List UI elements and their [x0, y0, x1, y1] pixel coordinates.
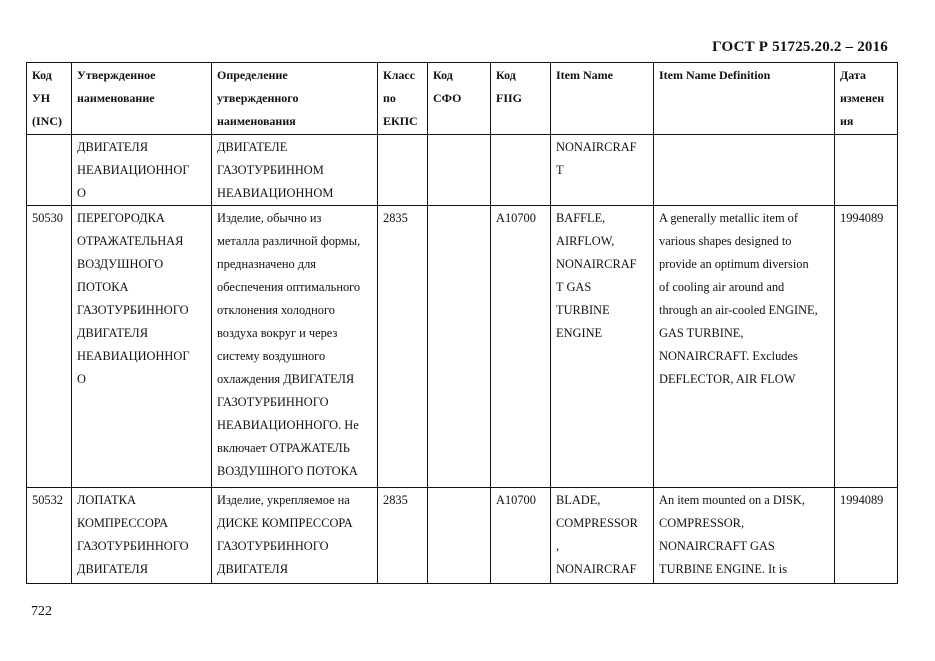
- col-header-definition: Определение утвержденного наименования: [212, 63, 378, 135]
- cell-inc: 50532: [27, 488, 72, 584]
- cell-item-name-definition: An item mounted on a DISK, COMPRESSOR, NONAIRCRAFT GAS TURBINE ENGINE. It is: [654, 488, 835, 584]
- cell-fiig-code: [491, 135, 551, 206]
- cell-ekps-class: [378, 135, 428, 206]
- cell-item-name: NONAIRCRAF T: [551, 135, 654, 206]
- cell-approved-name: ДВИГАТЕЛЯ НЕАВИАЦИОННОГ О: [72, 135, 212, 206]
- col-header-item-name-definition: Item Name Definition: [654, 63, 835, 135]
- col-header-approved-name: Утвержденное наименование: [72, 63, 212, 135]
- cell-item-name: BAFFLE, AIRFLOW, NONAIRCRAF T GAS TURBINE ENGINE: [551, 206, 654, 488]
- cell-definition: Изделие, обычно из металла различной формы, предназначено для обеспечения оптимального отклонения холодного воздуха вокруг и через систему воздушного охлаждения ДВИГАТЕЛЯ ГАЗОТУРБИННОГО НЕАВИАЦИОННОГО. Не включает ОТРАЖАТЕЛЬ ВОЗДУШНОГО ПОТОКА: [212, 206, 378, 488]
- table-header-row: [27, 63, 898, 135]
- cell-inc: [27, 135, 72, 206]
- cell-definition: ДВИГАТЕЛЕ ГАЗОТУРБИННОМ НЕАВИАЦИОННОМ: [212, 135, 378, 206]
- col-header-ekps-class: Класс по ЕКПС: [378, 63, 428, 135]
- table-row: [27, 135, 898, 206]
- cell-ekps-class: 2835: [378, 206, 428, 488]
- cell-approved-name: ЛОПАТКА КОМПРЕССОРА ГАЗОТУРБИННОГО ДВИГАТЕЛЯ: [72, 488, 212, 584]
- cell-sfo-code: [428, 206, 491, 488]
- cell-change-date: 1994089: [835, 206, 898, 488]
- cell-change-date: [835, 135, 898, 206]
- cell-approved-name: ПЕРЕГОРОДКА ОТРАЖАТЕЛЬНАЯ ВОЗДУШНОГО ПОТОКА ГАЗОТУРБИННОГО ДВИГАТЕЛЯ НЕАВИАЦИОННОГ О: [72, 206, 212, 488]
- cell-sfo-code: [428, 488, 491, 584]
- standard-code: ГОСТ Р 51725.20.2 – 2016: [712, 39, 888, 55]
- cell-item-name-definition: [654, 135, 835, 206]
- col-header-item-name: Item Name: [551, 63, 654, 135]
- col-header-fiig-code: Код FIIG: [491, 63, 551, 135]
- cell-ekps-class: 2835: [378, 488, 428, 584]
- cell-fiig-code: A10700: [491, 206, 551, 488]
- cell-item-name: BLADE, COMPRESSOR , NONAIRCRAF: [551, 488, 654, 584]
- cell-sfo-code: [428, 135, 491, 206]
- nomenclature-table: [26, 62, 898, 584]
- page-number: 722: [31, 604, 52, 619]
- col-header-change-date: Дата изменен ия: [835, 63, 898, 135]
- col-header-inc: Код УН (INC): [27, 63, 72, 135]
- col-header-sfo-code: Код СФО: [428, 63, 491, 135]
- cell-change-date: 1994089: [835, 488, 898, 584]
- cell-item-name-definition: A generally metallic item of various shapes designed to provide an optimum diversion of cooling air around and through an air-cooled ENGINE, GAS TURBINE, NONAIRCRAFT. Excludes DEFLECTOR, AIR FLOW: [654, 206, 835, 488]
- table-row: [27, 206, 898, 488]
- cell-fiig-code: A10700: [491, 488, 551, 584]
- cell-definition: Изделие, укрепляемое на ДИСКЕ КОМПРЕССОРА ГАЗОТУРБИННОГО ДВИГАТЕЛЯ: [212, 488, 378, 584]
- cell-inc: 50530: [27, 206, 72, 488]
- table-row: [27, 488, 898, 584]
